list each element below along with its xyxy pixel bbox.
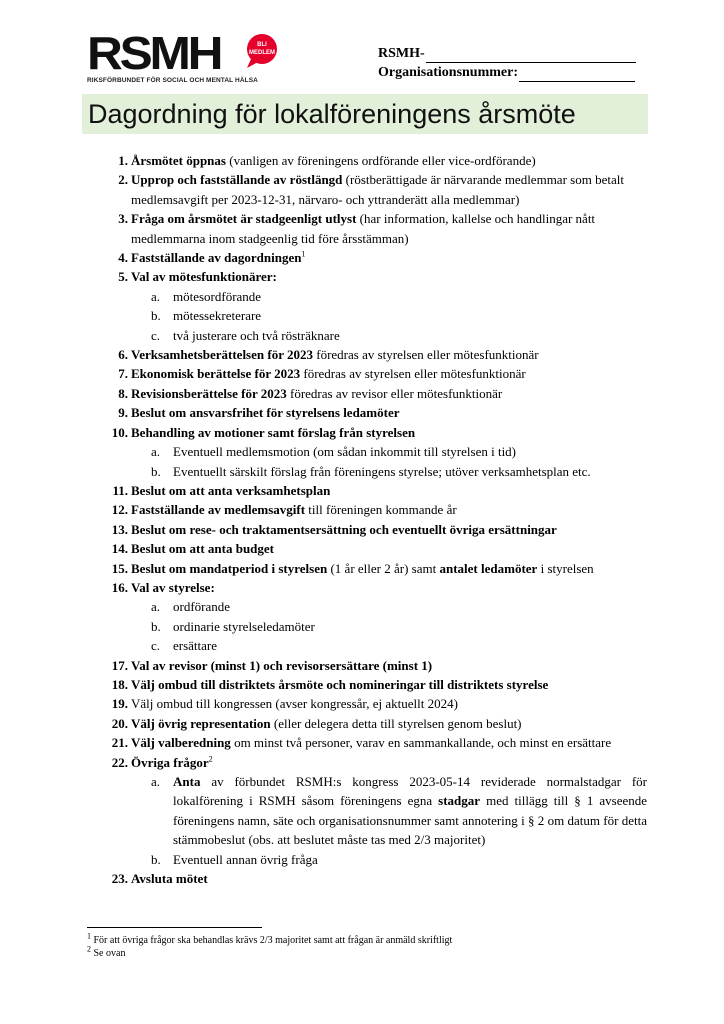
item-title: Verksamhetsberättelsen för 2023 [131, 347, 313, 363]
footnotes [87, 931, 453, 960]
item-title: Fastställande av dagordningen [131, 250, 302, 266]
item-text: (eller delegera detta till styrelsen genom beslut) [270, 715, 522, 731]
agenda-list [0, 151, 724, 888]
item-number: 3. [118, 211, 128, 227]
sub-item-letter: c. [151, 327, 161, 343]
agenda-item [0, 267, 647, 286]
item-number: 18. [111, 676, 128, 692]
item-title: Revisionsberättelse för 2023 [131, 385, 287, 401]
logo-tagline: RIKSFÖRBUNDET FÖR SOCIAL OCH MENTAL HÄLSA [87, 77, 258, 84]
sub-item-text: två justerare och två rösträknare [173, 327, 340, 343]
title-bar [82, 94, 648, 134]
agenda-item [0, 403, 647, 422]
item-title: Välj övrig representation [131, 715, 271, 731]
agenda-item [0, 423, 647, 442]
item-number: 6. [118, 347, 128, 363]
item-text: föredras av revisor eller mötesfunktionär [286, 385, 503, 401]
item-title: Beslut om ansvarsfrihet för styrelsens ledamöter [131, 405, 400, 421]
item-number: 21. [111, 735, 128, 751]
item-number: 11. [112, 482, 128, 498]
sub-item-letter: b. [151, 851, 161, 867]
item-number: 19. [111, 696, 128, 712]
item-title: Välj ombud till distriktets årsmöte och nomineringar till distriktets styrelse [131, 676, 549, 692]
item-title: Beslut om att anta verksamhetsplan [131, 482, 331, 498]
item-text-extra: i styrelsen [537, 560, 594, 576]
item-number: 12. [111, 502, 128, 518]
sub-item-text: Eventuell annan övrig fråga [173, 851, 318, 867]
item-title: Upprop och fastställande av röstlängd [131, 172, 343, 188]
item-text: till föreningen kommande år [305, 502, 457, 518]
agenda-item [0, 869, 647, 888]
item-title: Beslut om rese- och traktamentsersättning och eventuellt övriga ersättningar [131, 521, 557, 537]
sub-item-bold-lead: Anta [173, 774, 201, 789]
item-number: 7. [118, 366, 128, 382]
footnote-ref: 1 [301, 249, 306, 259]
logo-wordmark: RSMH [87, 27, 221, 79]
sub-item-letter: a. [151, 444, 161, 460]
item-number: 23. [111, 871, 128, 887]
footnote-text: För att övriga frågor ska behandlas krävs 2/3 majoritet samt att frågan är anmäld skriftligt [91, 935, 453, 946]
agenda-item [0, 578, 647, 597]
agenda-item [0, 151, 647, 170]
item-number: 22. [111, 754, 128, 770]
sub-item [0, 326, 647, 345]
item-number: 2. [118, 172, 128, 188]
sub-item-text: mötesordförande [173, 288, 262, 304]
item-text: (röstberättigade är närvarande medlemmar som betalt medlemsavgift per 2023-12-31, närvaro- och yttranderätt alla medlemmar) [131, 172, 624, 207]
agenda-item [0, 733, 647, 752]
sub-item-letter: a. [151, 599, 161, 615]
item-title: Behandling av motioner samt förslag från styrelsen [131, 424, 416, 440]
sub-item-letter: b. [151, 463, 161, 479]
item-title: Årsmötet öppnas [131, 153, 226, 168]
sub-item [0, 772, 647, 850]
sub-item-text: ordinarie styrelseledamöter [173, 618, 315, 634]
agenda-item [0, 364, 647, 383]
agenda-item [0, 559, 647, 578]
item-text: Välj ombud till kongressen (avser kongressår, ej aktuellt 2024) [131, 696, 458, 712]
agenda-item [0, 694, 647, 713]
agenda-item [0, 248, 647, 267]
sub-item-text-after: med tillägg till § 1 avseende föreningens namn, säte och organisationsnummer samt annotering i § 2 om datum för detta stämmobeslut (obs. att beslutet måste tas med 2/3 majoritet) [173, 793, 648, 848]
item-number: 5. [118, 269, 128, 285]
org-number-label: Organisationsnummer: [378, 65, 518, 80]
agenda-item [0, 481, 647, 500]
item-title: Avsluta mötet [131, 871, 208, 887]
sub-item-letter: a. [151, 288, 161, 304]
sub-item-text: ersättare [173, 638, 218, 654]
rsmh-logo [87, 27, 277, 86]
agenda-item [0, 384, 647, 403]
item-number: 17. [111, 657, 128, 673]
item-text: föredras av styrelsen eller mötesfunktionär [312, 347, 539, 363]
item-number: 14. [111, 541, 128, 557]
footnote-mark: 1 [87, 931, 91, 941]
item-title: Ekonomisk berättelse för 2023 [131, 366, 301, 382]
agenda-item [0, 500, 647, 519]
item-title: Beslut om att anta budget [131, 541, 275, 557]
item-text: (1 år eller 2 år) samt [327, 560, 440, 576]
footnote [87, 944, 452, 960]
rsmh-label: RSMH- [378, 46, 425, 61]
agenda-item [0, 170, 647, 209]
sub-item [0, 287, 647, 306]
item-title: Fråga om årsmötet är stadgeenligt utlyst [131, 211, 357, 227]
agenda-item [0, 520, 647, 539]
sub-item [0, 617, 647, 636]
item-number: 10. [111, 424, 128, 440]
badge-line1: BLI [257, 42, 267, 48]
item-title: Beslut om mandatperiod i styrelsen [131, 560, 328, 576]
page-title: Dagordning för lokalföreningens årsmöte [88, 99, 576, 129]
item-title: Övriga frågor [131, 754, 209, 770]
item-text: (vanligen av föreningens ordförande eller vice-ordförande) [225, 153, 536, 168]
item-text: (har information, kallelse och handlingar nått medlemmarna inom stadgeenlig tid före årsstämman) [131, 211, 596, 246]
sub-item-text: ordförande [173, 599, 231, 615]
sub-item [0, 462, 647, 481]
agenda-item [0, 753, 647, 772]
sub-item-text: av förbundet RSMH:s kongress 2023-05-14 reviderade normalstadgar för lokalförening i RSMH såsom föreningens egna [173, 774, 647, 809]
item-title: Val av mötesfunktionärer: [131, 269, 277, 285]
item-number: 1. [118, 153, 128, 168]
footnote-ref: 2 [208, 754, 213, 764]
org-number-blank-line [519, 67, 635, 82]
sub-item-text: mötessekreterare [173, 308, 262, 324]
sub-item [0, 636, 647, 655]
item-title: Val av styrelse: [131, 579, 215, 595]
item-number: 9. [118, 405, 128, 421]
item-text: föredras av styrelsen eller mötesfunktionär [300, 366, 526, 382]
item-number: 4. [118, 250, 128, 266]
item-title-extra: antalet ledamöter [439, 560, 538, 576]
sub-item-text: Eventuellt särskilt förslag från föreningens styrelse; utöver verksamhetsplan etc. [173, 463, 591, 479]
sub-item-letter: c. [151, 638, 161, 654]
sub-item-letter: a. [151, 774, 161, 789]
footnote-mark: 2 [87, 944, 91, 954]
badge-line2: MEDLEM [249, 50, 275, 56]
footnote-text: Se ovan [91, 948, 126, 959]
agenda-item [0, 675, 647, 694]
logo-badge [243, 32, 281, 70]
agenda-item [0, 714, 647, 733]
item-text: om minst två personer, varav en sammankallande, och minst en ersättare [230, 735, 612, 751]
item-number: 20. [111, 715, 128, 731]
footnote [87, 931, 453, 947]
rsmh-field [378, 44, 636, 63]
sub-item-letter: b. [151, 618, 161, 634]
item-number: 15. [111, 560, 128, 576]
agenda-item [0, 539, 647, 558]
org-number-field [378, 63, 636, 82]
sub-item-bold-mid: stadgar [438, 793, 481, 809]
item-title: Välj valberedning [131, 735, 231, 751]
sub-item-letter: b. [151, 308, 161, 324]
item-title: Fastställande av medlemsavgift [131, 502, 306, 518]
sub-item [0, 597, 647, 616]
item-number: 16. [111, 579, 128, 595]
agenda-item [0, 345, 647, 364]
footnote-divider [87, 927, 262, 928]
header-fields [378, 44, 636, 82]
sub-item-text: Eventuell medlemsmotion (om sådan inkommit till styrelsen i tid) [173, 444, 517, 460]
agenda-item [0, 209, 647, 248]
sub-item [0, 442, 647, 461]
sub-item [0, 306, 647, 325]
sub-item [0, 850, 647, 869]
agenda-item [0, 656, 647, 675]
rsmh-blank-line [426, 48, 636, 63]
item-number: 13. [111, 521, 128, 537]
item-number: 8. [118, 385, 128, 401]
item-title: Val av revisor (minst 1) och revisorsersättare (minst 1) [131, 657, 433, 673]
